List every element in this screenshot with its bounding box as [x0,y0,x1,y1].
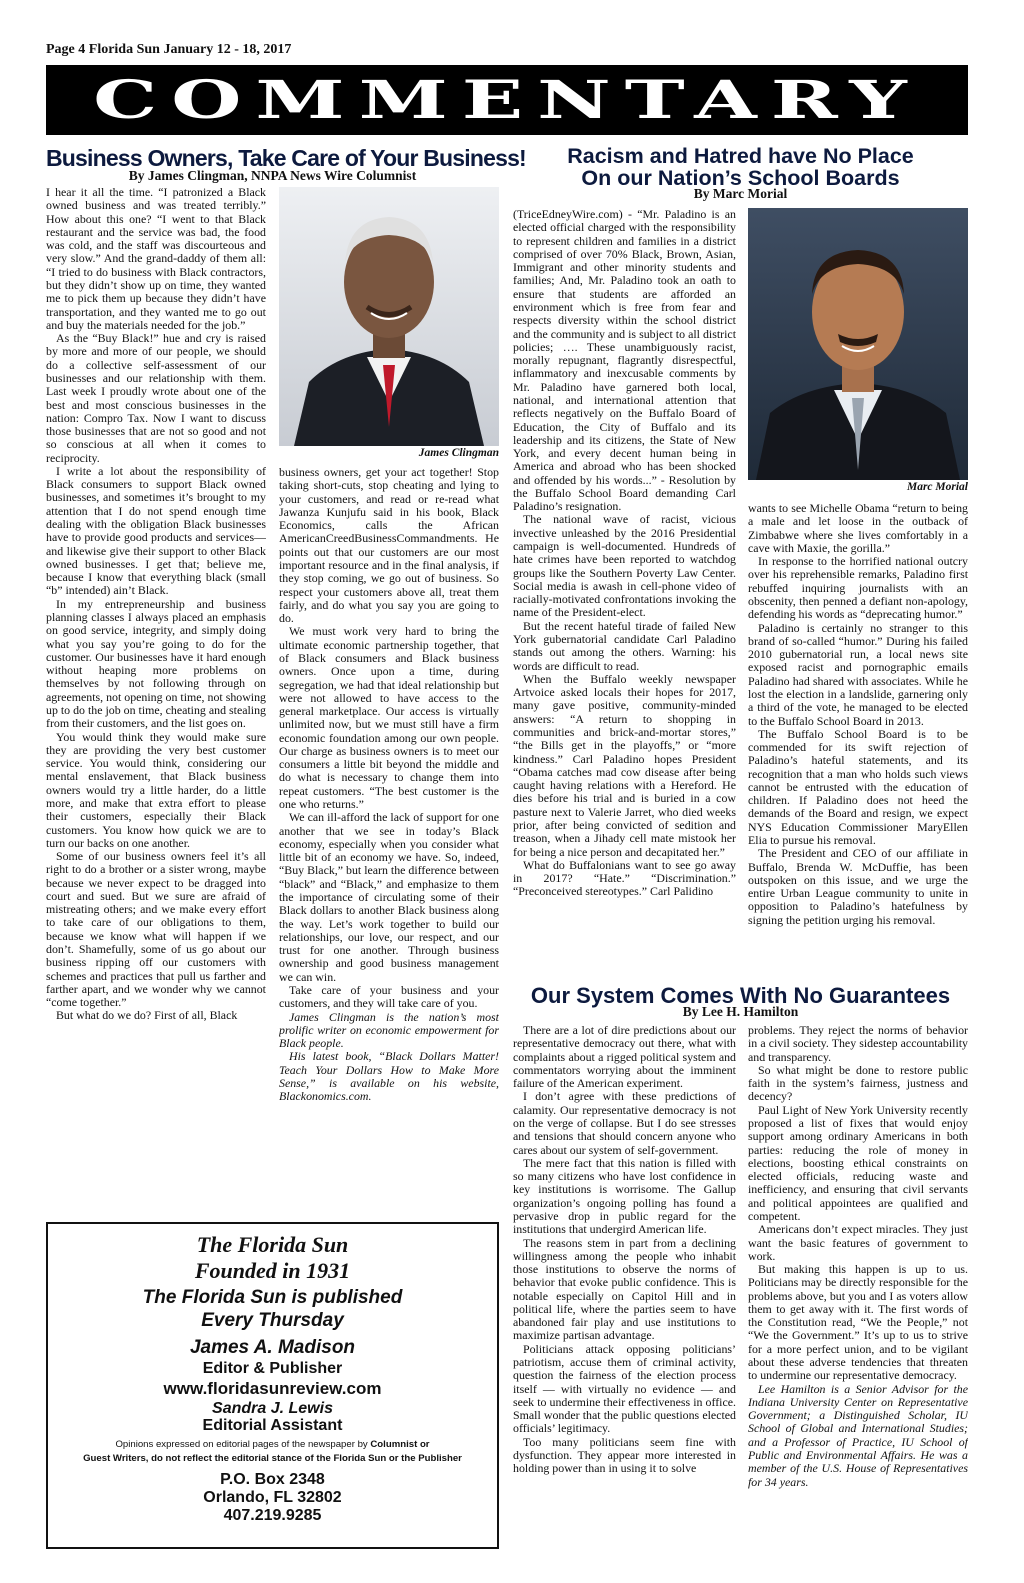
morial-caption: Marc Morial [906,481,968,493]
paragraph: But making this happen is up to us. Politicians may be directly responsible for the problems above, but you and I as voters allow them to get away with it. The first words of the Constitution read, “We the People,” not “We the Government.” It’s up to us to strive for a more perfect union, and to be vigilant about these adverse tendencies that threaten to undermine our representative democracy. [748,1262,968,1383]
masthead-box [46,1222,499,1549]
paragraph: In my entrepreneurship and business planning classes I always placed an emphasis on good service, integrity, and simply doing what you say you’re going to do for the customer. Our businesses have it hard enough without heaping more problems on themselves by not following through on agreements, not opening on time, not showing up to do the job on time, cheating and stealing from their customers, and the list goes on. [46,596,266,731]
article2-column-1 [513,208,736,982]
paragraph: In response to the horrified national outcry over his reprehensible remarks, Paladino first rebuffed inquiring journalists with an obscenity, then penned a defiant non-apology, defending his words as “deprecating humor.” [748,554,968,622]
paragraph: There are a lot of dire predictions about our representative democracy out there, what with complaints about a rigged political system and commentators worrying about the imminent failure of the American experiment. [513,1024,736,1091]
paragraph: Take care of your business and your customers, and they will take care of you. [279,982,499,1011]
masthead-editor-title: Editor & Publisher [202,1360,343,1377]
masthead-published-2: Every Thursday [201,1310,344,1331]
section-title: COMMENTARY [93,69,921,131]
paragraph: You would think they would make sure they are providing the very best customer service. You would think, considering our mental enslavement, that Black business owners would try a little harder, do a little more, and make that extra effort to please their customers, especially their Black customers. You know how quick we are to turn our backs on one another. [46,729,266,850]
masthead-disclaimer-1: Opinions expressed on editorial pages of the newspaper by Columnist or [115,1439,430,1450]
masthead-founded: Founded in 1931 [194,1258,351,1283]
article2-headline-line-1: Racism and Hatred have No Place [567,144,914,168]
paragraph: I write a lot about the responsibility of Black consumers to support Black owned businesses, and sometimes it’s brought to my attention that I do not spend enough time dealing with the obligation Black businesses have to provide good products and services—and likewise give their support to other Black owned businesses. I get that; believe me, because I know that everything black (small “b” intended) ain’t Black. [46,463,266,598]
masthead-published-1: The Florida Sun is published [142,1287,403,1308]
article3-byline: By Lee H. Hamilton [682,1004,799,1019]
paragraph: We must work very hard to bring the ultimate economic partnership together, that of Black consumers and Black business owners. Once upon a time, during segregation, we had that ideal relationship but were not allowed to have access to the general marketplace. Our access is virtually unlimited now, but we must still have a firm economic foundation among our own people. Our charge as business owners is to meet our consumers a little bit beyond the middle and do what is necessary to change them into repeat customers. “The best customer is the one who returns.” [279,624,499,812]
paragraph: wants to see Michelle Obama “return to being a male and let loose in the outback of Zimbabwe where she lives comfortably in a cave with Maxie, the gorilla.” [748,502,968,555]
masthead-assistant-title: Editorial Assistant [202,1417,343,1434]
masthead-website: www.floridasunreview.com [163,1379,382,1398]
morial-portrait-image [748,208,968,480]
clingman-caption: James Clingman [418,447,499,459]
article2-byline: By Marc Morial [693,186,788,201]
masthead-disclaimer-2: Guest Writers, do not reflect the editorial stance of the Florida Sun or the Publisher [83,1453,462,1464]
paragraph: But the recent hateful tirade of failed New York gubernatorial candidate Carl Paladino stands out among the others. Warning: his words are difficult to read. [513,618,736,673]
clingman-photo [279,187,499,446]
article3-column-2 [748,1024,968,1554]
article1-headline: Business Owners, Take Care of Your Business! [46,145,526,171]
masthead-editor: James A. Madison [189,1337,356,1358]
paragraph: The reasons stem in part from a declining willingness among the people who inhabit those institutions to observe the norms of behavior that evoke public confidence. This is notable especially on Capitol Hill and in political life, where the parties seem to have abandoned fair play and use institutions to maximize partisan advantage. [513,1235,736,1343]
paragraph: Paul Light of New York University recently proposed a list of fixes that would enjoy support among ordinary Americans in both parties: reducing the role of money in elections, boosting ethical constraints on elected officials, reducing waste and inefficiency, and ensuring that civil servants and political appointees are qualified and competent. [748,1102,968,1223]
paragraph: I hear it all the time. “I patronized a Black owned business and was treated terribly.” How about this one? “I went to that Black restaurant and the service was bad, the food was cold, and the staff was discourteous and very slow.” And the grand-daddy of them all: “I tried to do business with Black contractors, but they didn’t show up on time, they wanted me to pick them up because they didn’t have transportation, and they wanted me to go out and buy the materials needed for the job.” [46,186,266,332]
paragraph: As the “Buy Black!” hue and cry is raised by more and more of our people, we should do a collective self-assessment of our businesses and our relationship with them. Last week I proudly wrote about one of the best and most conscious businesses in the nation: Compro Tax. Now I want to discuss those businesses that are not so good and not so conscious at all when it comes to reciprocity. [46,331,266,465]
paragraph: But what do we do? First of all, Black [56,1008,238,1023]
paragraph: The mere fact that this nation is filled with so many citizens who have lost confidence in key institutions is worrisome. The Gallup organization’s ongoing polling has found a pervasive drop in public regard for the institutions that undergird American life. [513,1155,736,1237]
article1-byline: By James Clingman, NNPA News Wire Columnist [128,168,417,183]
paragraph: So what might be done to restore public faith in the system’s fairness, justness and decency? [748,1062,968,1104]
paragraph: problems. They reject the norms of behavior in a civil society. They sidestep accountability and transparency. [748,1024,968,1064]
masthead-phone: 407.219.9285 [223,1507,322,1524]
paragraph: Americans don’t expect miracles. They just want the basic features of government to work. [748,1222,968,1263]
article2-headline-line-2: On our Nation’s School Boards [581,166,900,190]
masthead-assistant: Sandra J. Lewis [212,1400,333,1417]
paragraph: business owners, get your act together! Stop taking short-cuts, stop cheating and lying to your customers, and read or re-read what Jawanza Kunjufu said in his book, Black Economics, calls the African AmericanCreedBusinessCommandments. He points out that our customers are our most important resource and in the final analysis, if they stop coming, we go out of business. So respect your customers above all, treat them fairly, and do what you say you are going to do. [279,466,499,626]
morial-photo [748,208,968,480]
paragraph: Paladino is certainly no stranger to this brand of so-called “humor.” During his failed 2010 gubernatorial run, a local news site exposed racist and pornographic emails Paladino had shared with associates. While he lost the election in a landslide, garnering only a third of the vote, he managed to be elected to the Buffalo School Board in 2013. [748,620,968,728]
article1-column-2 [279,466,499,1214]
paragraph: When the Buffalo weekly newspaper Artvoice asked locals their hopes for 2017, many gave positive, community-minded answers: “A return to shopping in communities and brick-and-mortar stores,” “the Bills get in the playoffs,” or “more kindness.” Carl Paladino hopes President “Obama catches mad cow disease after being caught having relations with a Hereford. He dies before his trial and is buried in a cow pasture next to Valerie Jarret, who died weeks prior, after being convicted of sedition and treason, when a Jihady cell mate mistook her for being a nice person and decapitated her.” [513,671,736,859]
paragraph: Lee Hamilton is a Senior Advisor for the Indiana University Center on Representative Government; a Distinguished Scholar, IU School of Global and International Studies; and a Professor of Practice, IU School of Public and Environmental Affairs. He was a member of the U.S. House of Representatives for 34 years. [748,1381,968,1489]
paragraph: The President and CEO of our affiliate in Buffalo, Brenda W. McDuffie, has been outspoken on this issue, and we urge the entire Urban League community to unite in opposition to Paladino’s hatefulness by signing the petition urging his removal. [748,846,968,927]
masthead-name: The Florida Sun [196,1232,349,1257]
article1-column-1 [46,186,266,1216]
paragraph: We can ill-afford the lack of support for one another that we see in today’s Black economy, especially when you consider what little bit of an economy we have. So, indeed, “Buy Black,” but learn the difference between “black” and “Black,” and emphasize to them the importance of circulating some of their Black dollars to another Black business along the way. Let’s work together to build our relationships, our love, our respect, and our trust for one another. Through business ownership and good business management we can win. [279,810,499,984]
paragraph: (TriceEdneyWire.com) - “Mr. Paladino is an elected official charged with the responsibility to represent children and families in a district comprised of over 70% Black, Brown, Asian, Immigrant and other minority students and families; And, Mr. Paladino took an oath to ensure that students are afforded an environment which is free from fear and respects diversity within the school district and the community and is subject to all district policies; …. These unambiguously racist, morally repugnant, flagrantly disrespectful, inflammatory and inexcusable comments by Mr. Paladino have garnered both local, national, and international attention that reflects negatively on the Buffalo Board of Education, the City of Buffalo and its leadership and its citizens, the State of New York, and every decent human being in America and abroad who has been shocked and offended by his words...” - Resolution by the Buffalo School Board demanding Carl Paladino’s resignation. [513,208,736,514]
paragraph: The national wave of racist, vicious invective unleashed by the 2016 Presidential campaign is well-documented. Hundreds of hate crimes have been reported to watchdog groups like the Southern Poverty Law Center. Social media is awash in cell-phone video of racially-motivated confrontations invoking the name of the President-elect. [513,512,736,620]
article3-headline: Our System Comes With No Guarantees [530,983,951,1008]
page-folio: Page 4 Florida Sun January 12 - 18, 2017 [46,42,292,57]
section-banner [46,65,968,135]
article2-column-2 [748,502,968,982]
paragraph: Some of our business owners feel it’s all right to do a brother or a sister wrong, maybe because we never expect to be dragged into court and sued. But we sure are afraid of mistreating others; and we make every effort to take care of our obligations to them, because we know what will happen if we don’t. Shamefully, some of us go about our business ripping off our customers with schemes and practices that pull us farther and farther apart, and we wonder why we cannot “come together.” [46,849,266,1010]
article3-column-1 [513,1024,736,1554]
masthead-city: Orlando, FL 32802 [203,1489,342,1506]
paragraph: The Buffalo School Board is to be commended for its swift rejection of Paladino’s hateful statements, and its recognition that a man who holds such views cannot be entrusted with the education of children. If Paladino does not heed the demands of the Board and resign, we expect NYS Education Commissioner MaryEllen Elia to pursue his removal. [748,726,968,848]
paragraph: I don’t agree with these predictions of calamity. Our representative democracy is not on the verge of collapse. But I do see stresses and tensions that should concern anyone who cares about our system of self-government. [513,1089,736,1157]
paragraph: Politicians attack opposing politicians’ patriotism, accuse them of criminal activity, question the fairness of the election process itself — with virtually no evidence — and seek to undermine their effectiveness in office. Small wonder that the public questions elected officials’ legitimacy. [513,1341,736,1436]
paragraph: His latest book, “Black Dollars Matter! Teach Your Dollars How to Make More Sense,” is available on his website, Blackonomics.com. [279,1049,499,1104]
paragraph: What do Buffalonians want to see go away in 2017? “Hate.” “Discrimination.” “Preconceived stereotypes.” Carl Palidino [513,857,736,899]
clingman-portrait-image [279,187,499,446]
paragraph: Too many politicians seem fine with dysfunction. They appear more interested in holding power than in using it to solve [513,1434,736,1476]
masthead-po-box: P.O. Box 2348 [220,1471,325,1488]
paragraph: James Clingman is the nation’s most prolific writer on economic empowerment for Black people. [279,1009,499,1051]
